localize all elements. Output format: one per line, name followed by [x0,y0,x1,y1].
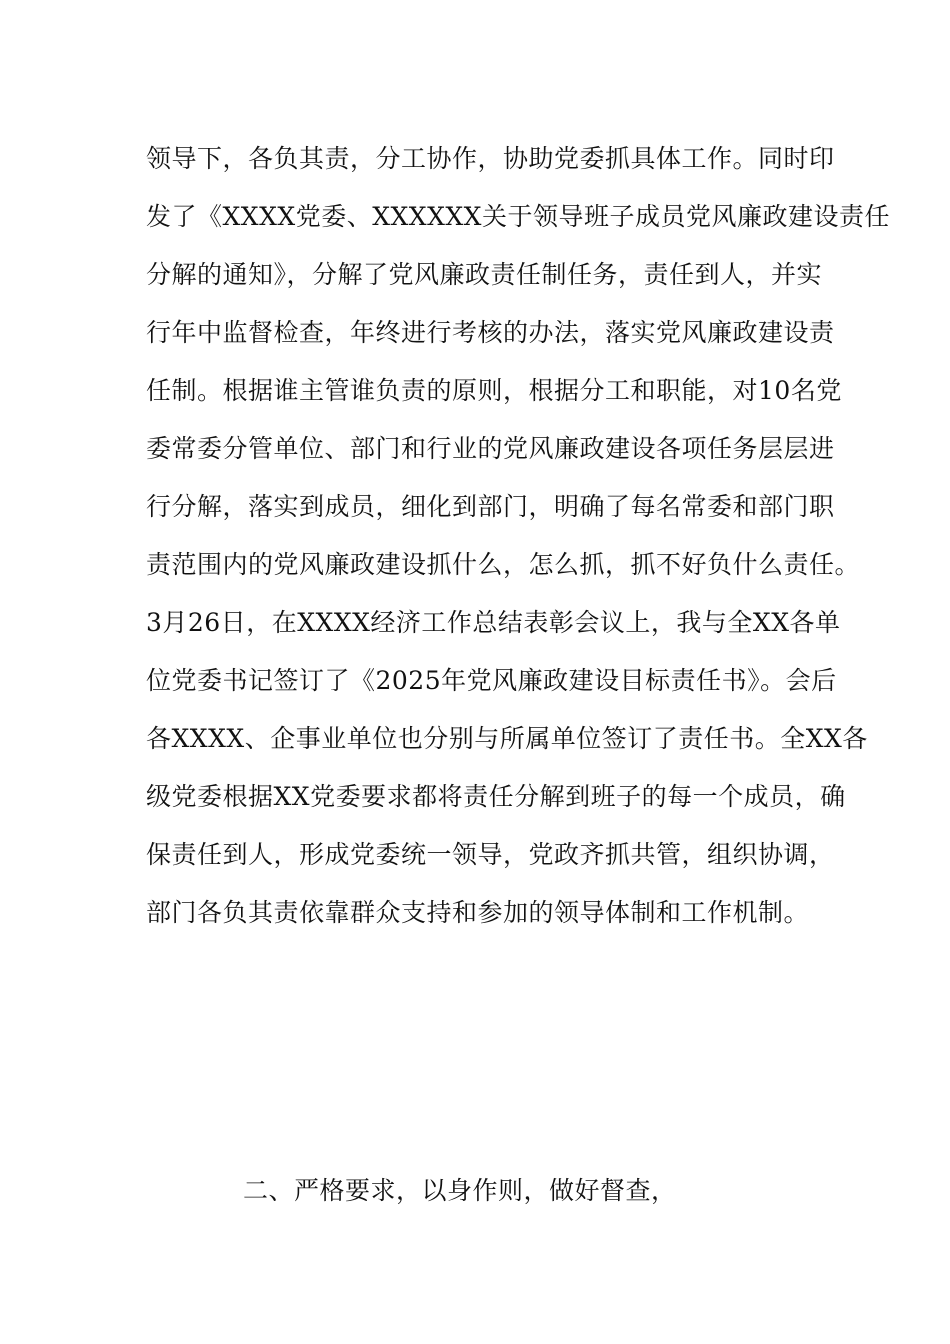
paragraph-line: 责范围内的党风廉政建设抓什么，怎么抓，抓不好负什么责任。 [146,550,861,579]
section-heading: 二、严格要求，以身作则，做好督查， [243,1176,677,1205]
paragraph-line: 行年中监督检查，年终进行考核的办法，落实党风廉政建设责 [146,318,835,347]
paragraph-line: 任制。根据谁主管谁负责的原则，根据分工和职能，对10名党 [146,376,842,405]
paragraph-line: 委常委分管单位、部门和行业的党风廉政建设各项任务层层进 [146,434,835,463]
paragraph-line: 级党委根据XX党委要求都将责任分解到班子的每一个成员，确 [146,782,846,811]
paragraph-line: 部门各负其责依靠群众支持和参加的领导体制和工作机制。 [146,898,810,927]
paragraph-line: 3月26日，在XXXX经济工作总结表彰会议上，我与全XX各单 [146,608,841,637]
paragraph-line: 保责任到人，形成党委统一领导，党政齐抓共管，组织协调， [146,840,835,869]
paragraph-line: 位党委书记签订了《2025年党风廉政建设目标责任书》。会后 [146,666,837,695]
paragraph-line: 发了《XXXX党委、XXXXXX关于领导班子成员党风廉政建设责任 [146,202,890,231]
paragraph-line: 各XXXX、企事业单位也分别与所属单位签订了责任书。全XX各 [146,724,868,753]
paragraph-line: 领导下，各负其责，分工协作，协助党委抓具体工作。同时印 [146,144,835,173]
paragraph-line: 行分解，落实到成员，细化到部门，明确了每名常委和部门职 [146,492,835,521]
body-paragraph [146,130,890,942]
paragraph-line: 分解的通知》，分解了党风廉政责任制任务，责任到人，并实 [146,260,823,289]
